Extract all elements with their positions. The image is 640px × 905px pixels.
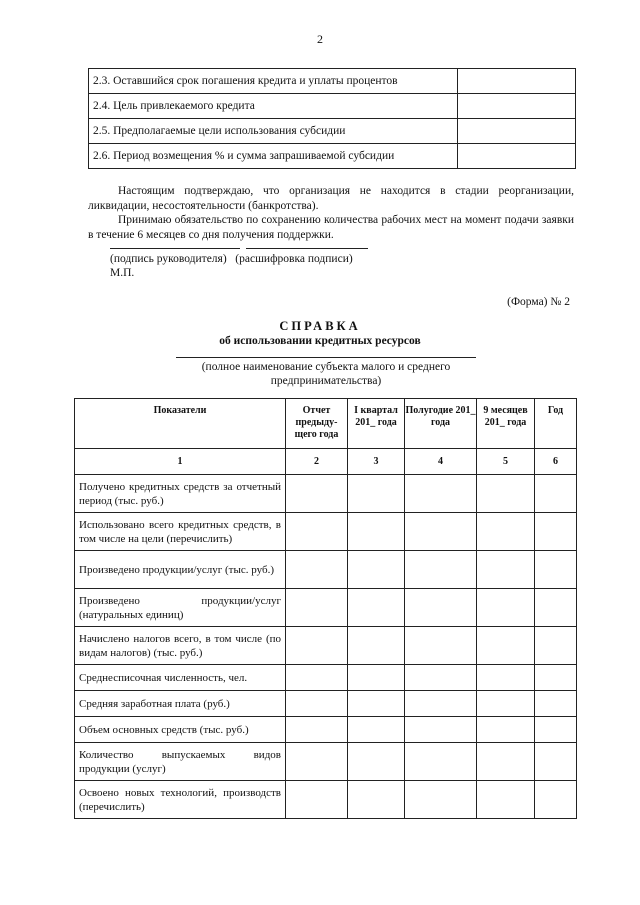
row-label: 2.6. Период возмещения % и сумма запрашиваемой субсидии [89,144,458,169]
data-cell [535,691,577,717]
column-number: 1 [75,449,286,475]
table-row [75,475,577,513]
data-cell [286,589,348,627]
indicator-label: Средняя заработная плата (руб.) [75,691,286,717]
document-subtitle: об использовании кредитных ресурсов [219,335,421,347]
data-cell [477,743,535,781]
table-row [75,627,577,665]
data-cell [535,475,577,513]
subsidy-info-table [88,68,576,169]
indicator-label: Произведено продукции/услуг (натуральных единиц) [75,589,286,627]
indicator-label: Начислено налогов всего, в том числе (по видам налогов) (тыс. руб.) [75,627,286,665]
data-cell [477,589,535,627]
data-cell [348,551,405,589]
document-title: СПРАВКА [279,319,361,333]
data-cell [535,665,577,691]
signature-decode-line [246,248,368,249]
indicator-label: Среднесписочная численность, чел. [75,665,286,691]
data-cell [348,513,405,551]
data-cell [405,717,477,743]
data-cell [348,743,405,781]
confirmation-paragraph-1: Настоящим подтверждаю, что организация не находится в стадии реорганизации, ликвидации, несостоятельности (банкротства). [88,185,574,212]
data-cell [286,691,348,717]
form-number: (Форма) № 2 [507,296,570,308]
data-cell [405,665,477,691]
data-cell [535,589,577,627]
table-row [75,691,577,717]
data-cell [405,551,477,589]
column-header: Отчет предыду-щего года [286,399,348,449]
data-cell [286,475,348,513]
row-label: 2.3. Оставшийся срок погашения кредита и уплаты процентов [89,69,458,94]
stamp-label: М.П. [110,267,135,279]
column-number: 3 [348,449,405,475]
indicator-label: Объем основных средств (тыс. руб.) [75,717,286,743]
data-cell [477,691,535,717]
indicator-label: Количество выпускаемых видов продукции (услуг) [75,743,286,781]
table-row [89,119,576,144]
indicator-label: Получено кредитных средств за отчетный период (тыс. руб.) [75,475,286,513]
header-row [75,399,577,449]
signature-decode-label: (расшифровка подписи) [235,253,353,265]
data-cell [286,717,348,743]
data-cell [286,743,348,781]
indicator-label: Освоено новых технологий, производств (перечислить) [75,781,286,819]
indicator-label: Произведено продукции/услуг (тыс. руб.) [75,551,286,589]
data-cell [348,589,405,627]
column-number-row [75,449,577,475]
data-cell [348,475,405,513]
row-value [458,69,576,94]
data-cell [535,627,577,665]
data-cell [348,691,405,717]
indicator-label: Использовано всего кредитных средств, в том числе на цели (перечислить) [75,513,286,551]
table-row [75,743,577,781]
entity-name-line [176,357,476,358]
data-cell [405,589,477,627]
column-header: I квартал 201_ года [348,399,405,449]
table-row [89,144,576,169]
table-row [75,551,577,589]
data-cell [286,513,348,551]
column-header: Показатели [75,399,286,449]
data-cell [535,551,577,589]
signature-labels [110,252,353,280]
table-row [89,69,576,94]
column-header: Год [535,399,577,449]
column-number: 6 [535,449,577,475]
data-cell [348,717,405,743]
data-cell [477,781,535,819]
credit-usage-table [74,398,577,819]
confirmation-text [88,184,574,242]
entity-name-caption: (полное наименование субъекта малого и среднего предпринимательства) [201,361,451,387]
data-cell [477,513,535,551]
column-number: 4 [405,449,477,475]
data-cell [405,691,477,717]
data-cell [286,781,348,819]
signature-label: (подпись руководителя) [110,253,227,265]
table-row [75,717,577,743]
column-number: 5 [477,449,535,475]
column-header: Полугодие 201_ года [405,399,477,449]
data-cell [535,513,577,551]
data-cell [286,627,348,665]
page-number: 2 [317,32,323,46]
data-cell [477,665,535,691]
data-cell [286,551,348,589]
data-cell [405,475,477,513]
row-label: 2.5. Предполагаемые цели использования субсидии [89,119,458,144]
data-cell [535,781,577,819]
data-cell [348,627,405,665]
table-row [89,94,576,119]
row-label: 2.4. Цель привлекаемого кредита [89,94,458,119]
data-cell [348,781,405,819]
row-value [458,119,576,144]
data-cell [405,743,477,781]
row-value [458,144,576,169]
column-number: 2 [286,449,348,475]
signature-line [110,248,240,249]
column-header: 9 месяцев 201_ года [477,399,535,449]
table-row [75,665,577,691]
data-cell [286,665,348,691]
table-row [75,513,577,551]
data-cell [477,627,535,665]
data-cell [477,717,535,743]
table-row [75,781,577,819]
data-cell [348,665,405,691]
data-cell [477,475,535,513]
row-value [458,94,576,119]
data-cell [405,513,477,551]
data-cell [535,743,577,781]
confirmation-paragraph-2: Принимаю обязательство по сохранению количества рабочих мест на момент подачи заявки в течение 6 месяцев со дня получения поддержки. [88,214,574,241]
data-cell [535,717,577,743]
data-cell [405,627,477,665]
table-row [75,589,577,627]
data-cell [477,551,535,589]
data-cell [405,781,477,819]
